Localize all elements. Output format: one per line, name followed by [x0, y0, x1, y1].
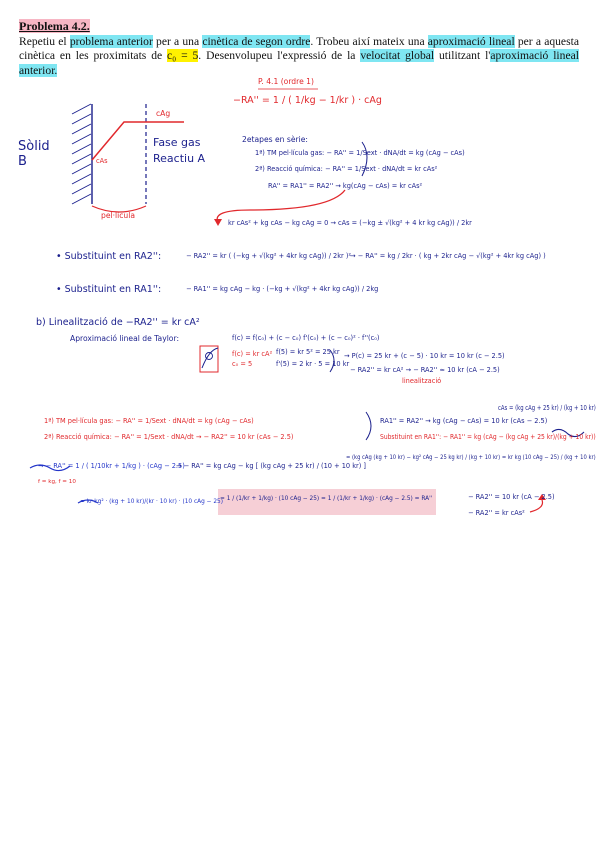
solid-hatching	[72, 104, 91, 204]
highlight-problema-anterior: problema anterior	[69, 34, 153, 48]
red-curl-arrow	[530, 500, 543, 512]
highlight-aproximacio: aproximació lineal	[427, 34, 515, 48]
taylor-graph-frame	[200, 346, 218, 372]
l-expand-eq: → − RA'' = kg cAg − kg [ (kg cAg + 25 kr) / (10 + 10 kr) ]	[176, 462, 366, 470]
statement-text: Repetiu el	[19, 34, 70, 48]
l-final-box-eq: = 1 / (1/kr + 1/kg) · (10 cAg − 25) = 1 / (1/kr + 1/kg) · (cAg − 2.5) = RA''	[220, 496, 433, 502]
highlight-c0: c₀ = 5	[167, 49, 199, 63]
red-arrow-head	[214, 219, 222, 226]
solid-b-label: Sòlid B	[18, 139, 50, 169]
taylor-curve	[202, 348, 218, 368]
l-cas-eq: cAs = (kg cAg + 25 kr) / (kg + 10 kr)	[498, 404, 596, 412]
l-step1-eq: 1ª) TM pel·lícula gas: − RA'' = 1/Sext · dNA/dt = kg (cAg − cAs)	[44, 417, 254, 425]
l-check-eq: = kr kg² · (kg + 10 kr)/(kr · 10 kr) · (10 cAg − 25)	[80, 499, 223, 505]
fprime5-eq: f'(5) = 2 kr · 5 = 10 kr	[276, 360, 350, 368]
reactiu-label: Reactiu A	[153, 152, 206, 165]
statement-text: utilitzant l'	[434, 49, 491, 63]
highlight-velocitat: velocitat global	[360, 49, 435, 63]
fc-def: f(c) = kr cA²	[232, 350, 273, 358]
statement-text: . Desenvolupeu l'expressió de la	[198, 49, 361, 63]
l-rate-eq: → − RA'' = 1 / ( 1/10kr + 1/kg ) · (cAg − 2.5)	[38, 462, 185, 470]
linear-rate: − RA2'' = kr cA² → − RA2'' ≈ 10 kr (cA − 2.5)	[350, 366, 500, 374]
ref-ordre-1: P. 4.1 (ordre 1)	[258, 77, 314, 86]
subs1-eq: − RA2'' = kr ( (−kg + √(kg² + 4kr kg cAg)) / 2kr )²	[186, 252, 352, 260]
etapes-label: 2etapes en sèrie:	[242, 135, 308, 144]
c0-def: c₀ = 5	[232, 360, 253, 368]
cas-label: cAs	[96, 157, 108, 165]
step2-eq: 2ª) Reacció química: − RA'' = 1/Sext · dNA/dt = kr cAs²	[255, 165, 438, 173]
fase-gas-label: Fase gas	[153, 136, 201, 149]
equality-eq: RA'' = RA1'' = RA2'' → kg(cAg − cAs) = kr cAs²	[268, 182, 423, 190]
l-final-1: − RA2'' = 10 kr (cA − 2.5)	[468, 493, 555, 501]
pc-result: → P(c) = 25 kr + (c − 5) · 10 kr = 10 kr (c − 2.5)	[344, 352, 505, 360]
cag-label: cAg	[156, 109, 171, 118]
statement-text: per a una	[152, 34, 203, 48]
statement-text: per a aquesta cinètica en les proximitats de	[19, 34, 579, 63]
step1-eq: 1ª) TM pel·lícula gas: − RA'' = 1/Sext · dNA/dt = kg (cAg − cAs)	[255, 149, 465, 157]
rate-top-expression: −RA'' = 1 / ( 1/kg − 1/kr ) · cAg	[233, 95, 382, 106]
red-arrow	[217, 190, 345, 222]
l-step2-eq: 2ª) Reacció química: − RA'' = 1/Sext · dNA/dt → − RA2'' = 10 kr (cAs − 2.5)	[44, 433, 294, 441]
f5-eq: f(5) = kr 5² = 25 kr	[276, 348, 340, 356]
section-b-label: b) Linealització de −RA2'' = kr cA²	[36, 317, 200, 328]
quadratic-eq: kr cAs² + kg cAs − kg cAg = 0 → cAs = (−kg ± √(kg² + 4 kr kg cAg)) / 2kr	[228, 219, 472, 227]
subs1-result: → − RA'' = kg / 2kr · ( kg + 2kr cAg − √(kg² + 4kr kg cAg) )	[350, 252, 546, 260]
highlight-aproximacio-lineal: aproximació lineal anterior.	[19, 49, 579, 77]
pelicula-label: pel·lícula	[101, 211, 135, 220]
subs2-eq: − RA1'' = kg cAg − kg · (−kg + √(kg² + 4kr kg cAg)) / 2kg	[186, 285, 379, 293]
linearitzacio-label: linealització	[402, 377, 442, 385]
subs2-label: • Substituint en RA1'':	[56, 284, 162, 295]
statement-text: . Trobeu així mateix una	[310, 34, 428, 48]
l-final-2: − RA2'' = kr cAs²	[468, 509, 525, 517]
taylor-eq: f(c) = f(c₀) + (c − c₀) f'(c₀) + (c − c₀)² · f''(c₀)	[232, 334, 380, 342]
highlight-cinetica: cinètica de segon ordre	[202, 34, 311, 48]
subs1-label: • Substituint en RA2'':	[56, 251, 162, 262]
taylor-label: Aproximació lineal de Taylor:	[70, 334, 179, 343]
problem-title: Problema 4.2.	[19, 19, 90, 33]
l-substitute-eq: Substituint en RA1'': − RA1'' = kg (cAg − (kg cAg + 25 kr)/(kg + 10 kr))	[380, 433, 596, 441]
l-comment: f = kg, f = 10	[38, 479, 76, 485]
l-frac-eq: = (kg cAg (kg + 10 kr) − kg² cAg − 25 kg kr) / (kg + 10 kr) = kr kg (10 cAg − 25) / (kg + 10 kr)	[346, 455, 596, 461]
l-equal-eq: RA1'' = RA2'' → kg (cAg − cAs) = 10 kr (cAs − 2.5)	[380, 417, 548, 425]
